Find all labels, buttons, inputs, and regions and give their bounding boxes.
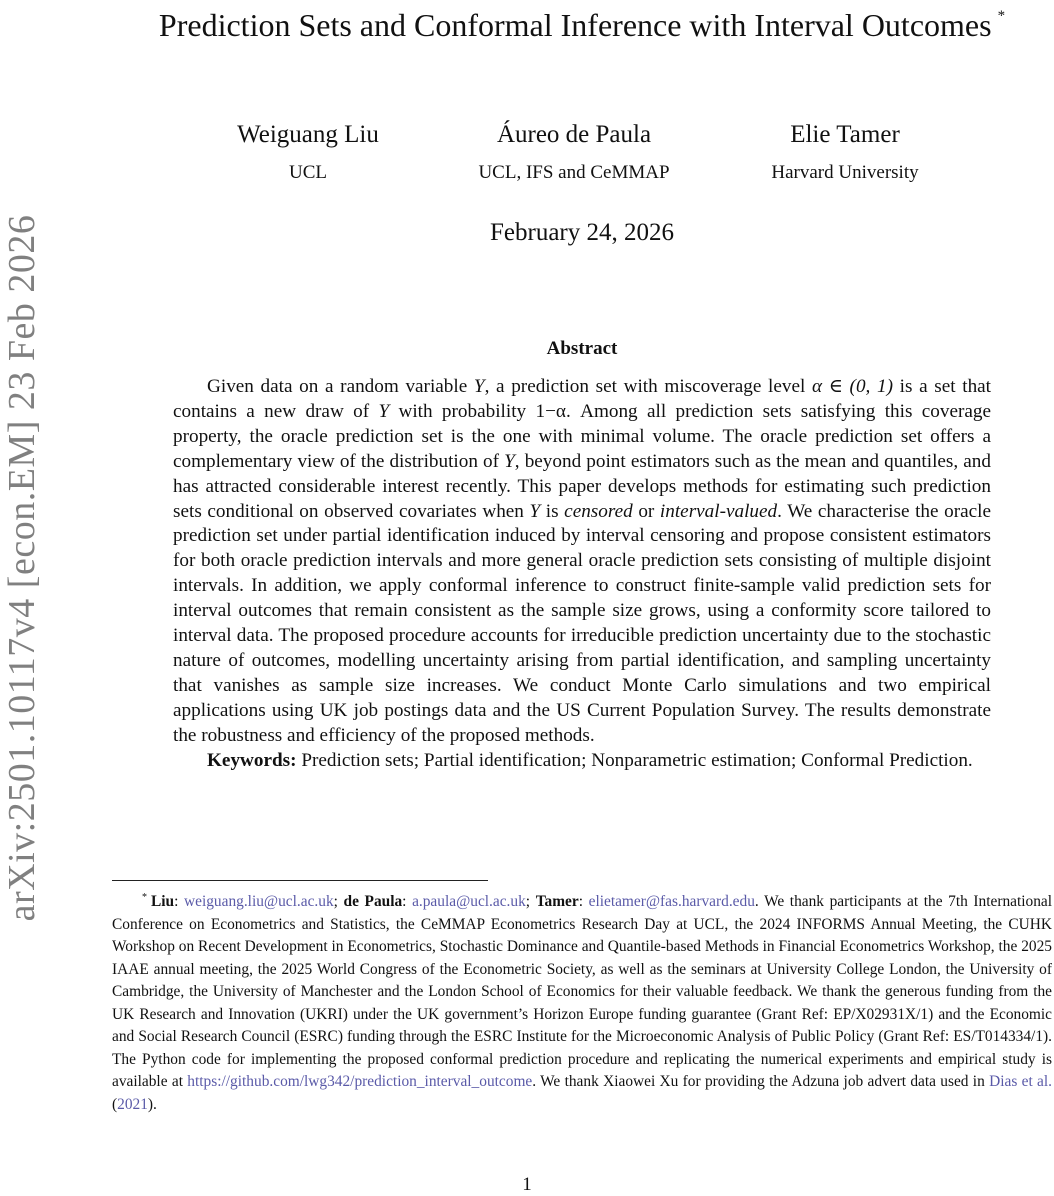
abstract-paragraph: Given data on a random variable Y, a prediction set with miscoverage level α ∈ (0, 1) is a set that contains a new draw of Y with probability 1−α. Among all prediction sets satisfying this coverage property, the oracle prediction set is the one with minimal volume. The oracle prediction set offers a complementary view of the distribution of Y, beyond point estimators such as the mean and quantiles, and has attracted considerable interest recently. This paper develops methods for estimating such prediction sets conditional on observed covariates when Y is censored or interval-valued. We characterise the oracle prediction set under partial identification induced by interval censoring and propose consistent estimators for both oracle prediction intervals and more general oracle prediction sets consisting of multiple disjoint intervals. In addition, we apply conformal inference to construct finite-sample valid prediction sets for interval outcomes that remain consistent as the sample size grows, using a conformity score tailored to interval data. The proposed procedure accounts for irreducible prediction uncertainty due to the stochastic nature of outcomes, modelling uncertainty arising from partial identification, and sampling uncertainty that vanishes as sample size increases. We conduct Monte Carlo simulations and two empirical applications using UK job postings data and the US Current Population Survey. The results demonstrate the robustness and efficiency of the proposed methods. xyxy=(173,376,992,746)
code-url-link[interactable]: https://github.com/lwg342/prediction_interval_outcome xyxy=(187,1073,533,1090)
author-name: Weiguang Liu xyxy=(237,121,379,148)
email-link-paula[interactable]: a.paula@ucl.ac.uk xyxy=(412,893,526,910)
paper-title xyxy=(140,0,1024,47)
author-affiliation: Harvard University xyxy=(771,162,919,183)
footnote-rule xyxy=(112,880,488,881)
title-footnote-marker[interactable]: * xyxy=(997,8,1006,24)
abstract-heading: Abstract xyxy=(546,338,618,359)
email-link-tamer[interactable]: elietamer@fas.harvard.edu xyxy=(588,893,755,910)
title-text: Prediction Sets and Conformal Inference with Interval Outcomes xyxy=(158,7,992,43)
footnote xyxy=(112,887,1052,1116)
page-number: 1 xyxy=(522,1174,532,1195)
abstract-body xyxy=(173,375,991,774)
author-name: Elie Tamer xyxy=(790,121,900,148)
footnote-paragraph: * Liu: weiguang.liu@ucl.ac.uk; de Paula: a.paula@ucl.ac.uk; Tamer: elietamer@fas.harvard.edu. We thank participants at the 7th International Conference on Econometrics and Statistics, the CeMMAP Econometrics Research Day at UCL, the 2024 INFORMS Annual Meeting, the CUHK Workshop on Recent Development in Econometrics, Stochastic Dominance and Quantile-based Methods in Financial Econometrics Workshop, the 2025 IAAE annual meeting, the 2025 World Congress of the Econometric Society, as well as the seminars at University College London, the University of Cambridge, the University of Manchester and the London School of Economics for their valuable feedback. We thank the generous funding from the UK Research and Innovation (UKRI) under the UK government’s Horizon Europe funding guarantee (Grant Ref: EP/X02931X/1) and the Economic and Social Research Council (ESRC) funding through the ESRC Institute for the Microeconomic Analysis of Public Policy (Grant Ref: ES/T014334/1). The Python code for implementing the proposed conformal prediction procedure and replicating the numerical experiments and empirical study is available at https://github.com/lwg342/prediction_interval_outcome. We thank Xiaowei Xu for providing the Adzuna job advert data used in Dias et al. (2021). xyxy=(112,892,1053,1113)
citation-link-authors[interactable]: Dias et al. xyxy=(989,1073,1053,1090)
author-liu xyxy=(208,118,408,186)
author-affiliation: UCL xyxy=(289,162,327,183)
keywords-label: Keywords: xyxy=(207,749,297,771)
paper-date: February 24, 2026 xyxy=(490,219,674,246)
keywords xyxy=(173,749,991,774)
citation-link-year[interactable]: 2021 xyxy=(117,1095,148,1113)
author-de-paula xyxy=(444,118,704,186)
author-name: Áureo de Paula xyxy=(496,121,652,148)
footnote-marker: * xyxy=(142,892,147,903)
keywords-text: Prediction sets; Partial identification; Nonparametric estimation; Conformal Prediction. xyxy=(296,749,973,771)
author-tamer xyxy=(740,118,950,186)
author-block xyxy=(0,118,1054,198)
arxiv-side-stamp: arXiv:2501.10117v4 [econ.EM] 23 Feb 2026 xyxy=(1,214,43,922)
email-link-liu[interactable]: weiguang.liu@ucl.ac.uk xyxy=(184,893,334,910)
author-affiliation: UCL, IFS and CeMMAP xyxy=(478,162,670,183)
